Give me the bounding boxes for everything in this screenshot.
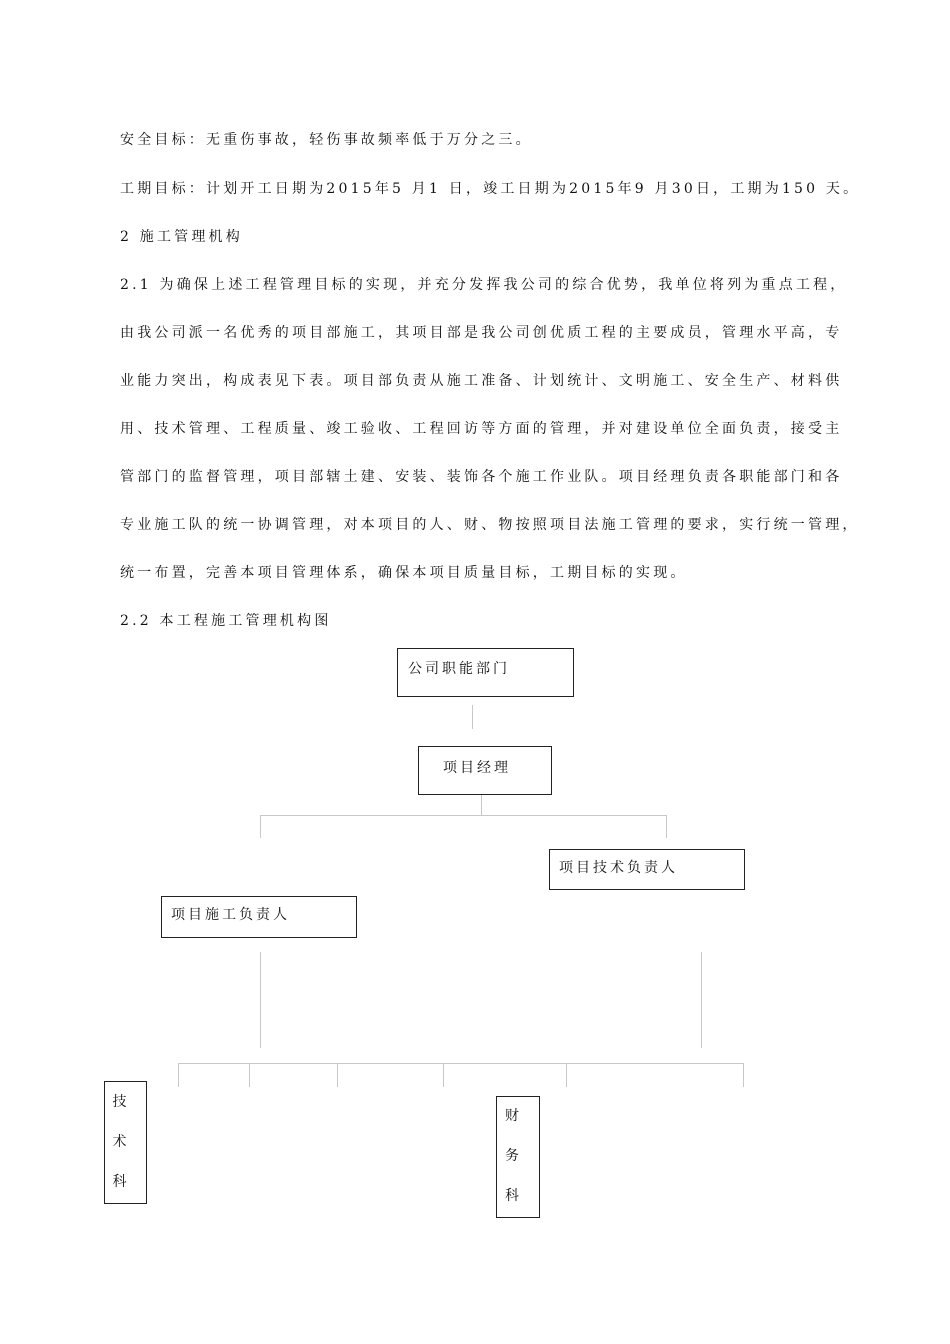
paragraph-line: 由我公司派一名优秀的项目部施工，其项目部是我公司创优质工程的主要成员，管理水平高，专 (120, 325, 843, 341)
connector-line (701, 952, 702, 1048)
company-departments-label: 公司职能部门 (408, 661, 510, 677)
paragraph-line: 业能力突出，构成表见下表。项目部负责从施工准备、计划统计、文明施工、安全生产、材料供 (120, 373, 843, 389)
project-manager-box (418, 746, 552, 795)
connector-line (178, 1063, 744, 1064)
connector-line (260, 952, 261, 1048)
schedule-goal: 工期目标：计划开工日期为2015年5 月1 日，竣工日期为2015年9 月30日，工期为150 天。 (120, 181, 861, 197)
section-2-2-heading: 2.2 本工程施工管理机构图 (120, 613, 332, 629)
connector-line (443, 1063, 444, 1087)
construction-lead-box (161, 896, 357, 938)
paragraph-line: 专业施工队的统一协调管理，对本项目的人、财、物按照项目法施工管理的要求，实行统一管理， (120, 517, 860, 533)
technical-lead-box (549, 849, 745, 890)
tech-dept-char: 技 (112, 1094, 127, 1110)
paragraph-line: 2.1 为确保上述工程管理目标的实现，并充分发挥我公司的综合优势，我单位将列为重点工程， (120, 277, 848, 293)
connector-line (481, 794, 482, 816)
tech-dept-char: 科 (112, 1174, 127, 1190)
connector-line (260, 815, 667, 816)
tech-dept-box (104, 1081, 147, 1204)
paragraph-line: 用、技术管理、工程质量、竣工验收、工程回访等方面的管理，并对建设单位全面负责，接受主 (120, 421, 843, 437)
connector-line (178, 1063, 179, 1087)
tech-dept-char: 术 (112, 1134, 127, 1150)
project-manager-label: 项目经理 (443, 760, 511, 776)
connector-line (249, 1063, 250, 1087)
finance-dept-box (496, 1096, 540, 1218)
section-2-heading: 2 施工管理机构 (120, 229, 243, 245)
safety-goal: 安全目标：无重伤事故，轻伤事故频率低于万分之三。 (120, 132, 533, 148)
technical-lead-label: 项目技术负责人 (559, 860, 678, 876)
paragraph-line: 管部门的监督管理，项目部辖土建、安装、装饰各个施工作业队。项目经理负责各职能部门和各 (120, 469, 843, 485)
connector-line (472, 705, 473, 729)
finance-dept-char: 务 (505, 1148, 519, 1164)
connector-line (566, 1063, 567, 1087)
finance-dept-char: 科 (505, 1188, 519, 1204)
paragraph-line: 统一布置，完善本项目管理体系，确保本项目质量目标，工期目标的实现。 (120, 565, 688, 581)
connector-line (666, 815, 667, 838)
construction-lead-label: 项目施工负责人 (171, 907, 290, 923)
connector-line (743, 1063, 744, 1087)
company-departments-box (397, 648, 574, 697)
connector-line (260, 815, 261, 838)
connector-line (337, 1063, 338, 1087)
finance-dept-char: 财 (505, 1108, 519, 1124)
